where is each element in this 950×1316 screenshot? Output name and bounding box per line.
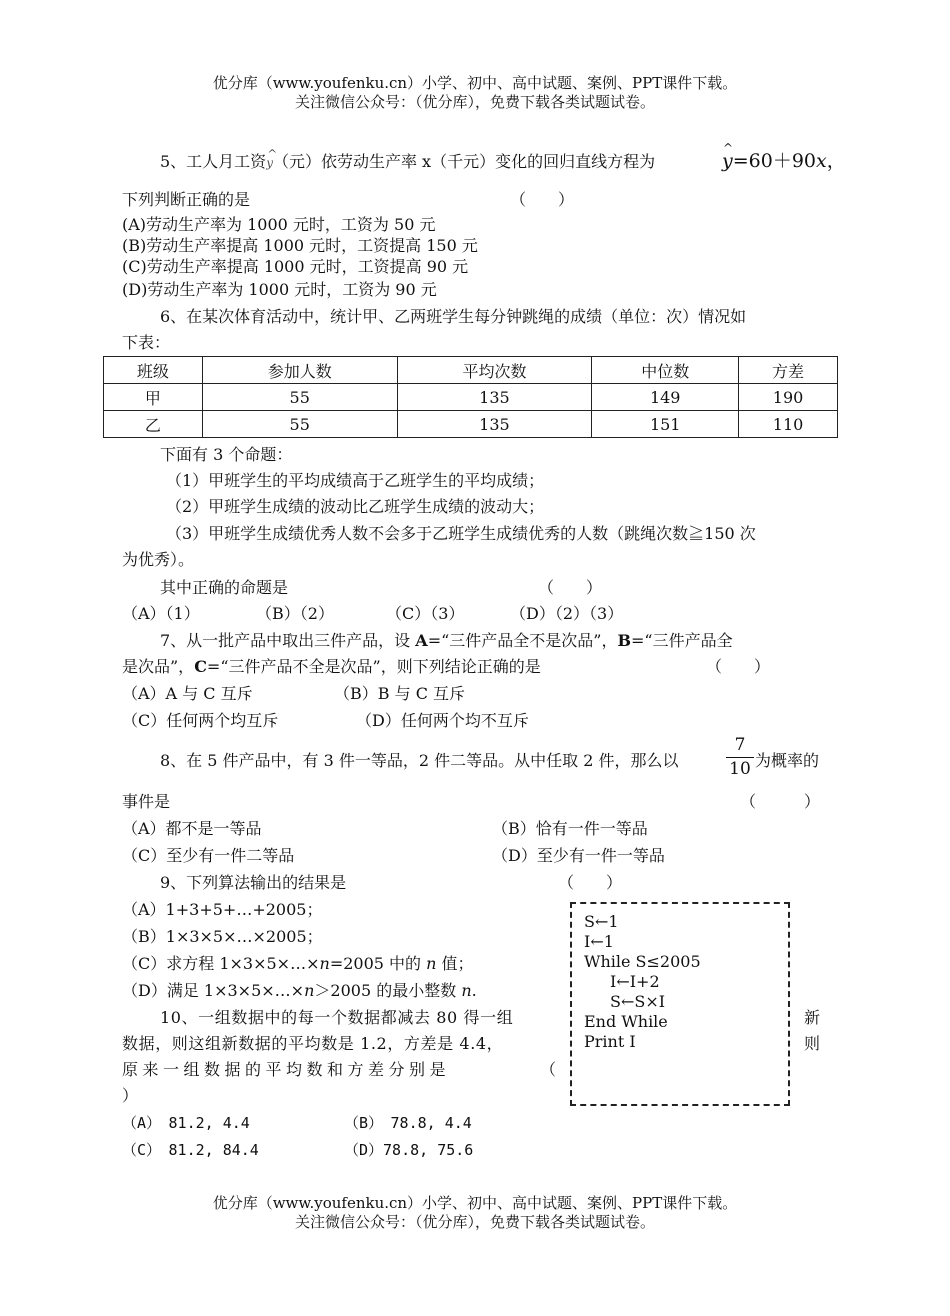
q9-option-d-text: （D）满足 1×3×5×…× bbox=[122, 981, 305, 1000]
q6-stem-line1: 6、在某次体育活动中，统计甲、乙两班学生每分钟跳绳的成绩（单位：次）情况如 bbox=[160, 307, 747, 326]
var-n: n bbox=[304, 981, 315, 1000]
table-cell: 甲 bbox=[104, 384, 203, 411]
q8-option-d: （D）至少有一件一等品 bbox=[492, 846, 665, 865]
q9-option-b: （B）1×3×5×…×2005； bbox=[122, 927, 323, 946]
algorithm-line: End While bbox=[584, 1012, 668, 1031]
q10-option-b: （B） 78.8, 4.4 bbox=[344, 1114, 472, 1132]
q10-paren-close: ） bbox=[122, 1086, 139, 1105]
q5-stem-line2: 下列判断正确的是 bbox=[122, 190, 251, 209]
table-header-cell: 方差 bbox=[739, 357, 838, 384]
q9-option-c-text: 值； bbox=[436, 954, 474, 973]
q7-text: 7、从一批产品中取出三件产品，设 bbox=[160, 631, 416, 650]
table-cell: 55 bbox=[202, 411, 397, 438]
q8-option-c: （C）至少有一件二等品 bbox=[122, 846, 295, 865]
table-cell: 190 bbox=[739, 384, 838, 411]
var-n: n bbox=[426, 954, 437, 973]
var-n: n bbox=[461, 981, 472, 1000]
table-header-row bbox=[104, 357, 838, 384]
q10-option-c: （C） 81.2, 84.4 bbox=[122, 1141, 259, 1159]
q9-answer-paren: （ ） bbox=[558, 873, 623, 892]
table-cell: 55 bbox=[202, 384, 397, 411]
equation-rhs: =60＋90 bbox=[732, 150, 817, 172]
event-c: C bbox=[194, 657, 207, 676]
table-cell: 151 bbox=[592, 411, 739, 438]
q6-option-a: （A）（1） bbox=[122, 604, 200, 623]
q6-ask: 其中正确的命题是 bbox=[160, 578, 289, 597]
q8-stem-line1: 8、在 5 件产品中，有 3 件一等品，2 件二等品。从中任取 2 件，那么以 bbox=[160, 751, 679, 770]
q7-option-c: （C）任何两个均互斥 bbox=[122, 711, 279, 730]
algorithm-line: I←I+2 bbox=[610, 972, 660, 991]
q6-answer-paren: （ ） bbox=[538, 578, 603, 597]
q10-stem-line1-tail: 新 bbox=[804, 1008, 821, 1027]
q8-stem-tail: 为概率的 bbox=[755, 751, 820, 770]
q9-option-a: （A）1+3+5+…+2005； bbox=[122, 900, 323, 919]
q9-option-d-text: ＞2005 的最小整数 bbox=[314, 981, 462, 1000]
fraction-numerator: 7 bbox=[734, 735, 746, 755]
algorithm-line: S←S×I bbox=[610, 992, 666, 1011]
q6-intro: 下面有 3 个命题： bbox=[160, 445, 293, 464]
q7-answer-paren: （ ） bbox=[706, 657, 771, 676]
table-header-cell: 参加人数 bbox=[202, 357, 397, 384]
page-footer-line1: 优分库（www.youfenku.cn）小学、初中、高中试题、案例、PPT课件下载。 bbox=[212, 1194, 738, 1212]
q9-option-c-text: （C）求方程 1×3×5×…× bbox=[122, 954, 320, 973]
q7-text: =“三件产品全不是次品”， bbox=[427, 631, 618, 650]
table-cell: 110 bbox=[739, 411, 838, 438]
q7-text: =“三件产品不全是次品”，则下列结论正确的是 bbox=[206, 657, 541, 676]
fraction-bar bbox=[726, 757, 754, 758]
q5-stem-text-2: （元）依劳动生产率 x（千元）变化的回归直线方程为 bbox=[272, 152, 656, 171]
y-symbol: ^ y bbox=[266, 156, 273, 170]
q7-option-a: （A）A 与 C 互斥 bbox=[122, 684, 253, 703]
q10-stem-line3: 原来一组数据的平均数和方差分别是 bbox=[122, 1060, 451, 1079]
q6-prop-3-cont: 为优秀）。 bbox=[122, 550, 195, 569]
q10-stem-line1: 10、一组数据中的每一个数据都减去 80 得一组 bbox=[160, 1008, 514, 1027]
algorithm-line: While S≤2005 bbox=[584, 952, 701, 971]
q9-option-d-text: . bbox=[471, 981, 477, 1000]
page-header-line2: 关注微信公众号：（优分库），免费下载各类试题试卷。 bbox=[294, 93, 655, 111]
q5-option-d: (D)劳动生产率为 1000 元时，工资为 90 元 bbox=[122, 280, 437, 299]
event-a: A bbox=[415, 631, 428, 650]
q7-option-d: （D）任何两个均不互斥 bbox=[356, 711, 529, 730]
table-header-cell: 班级 bbox=[104, 357, 203, 384]
table-header-cell: 平均次数 bbox=[397, 357, 592, 384]
q9-stem: 9、下列算法输出的结果是 bbox=[160, 873, 347, 892]
regression-equation bbox=[722, 150, 846, 173]
algorithm-line: I←1 bbox=[584, 932, 614, 951]
fraction-denominator: 10 bbox=[729, 759, 751, 779]
q10-stem-line2-tail: 则 bbox=[804, 1034, 821, 1053]
algorithm-line: S←1 bbox=[584, 912, 619, 931]
table-header-cell: 中位数 bbox=[592, 357, 739, 384]
table-cell: 乙 bbox=[104, 411, 203, 438]
score-table bbox=[103, 356, 838, 438]
y-hat-symbol: ^ y bbox=[722, 150, 733, 173]
q6-stem-line2: 下表： bbox=[122, 333, 171, 352]
q6-option-b: （B）（2） bbox=[256, 604, 334, 623]
q5-stem-text: 5、工人月工资 bbox=[160, 152, 267, 171]
q9-option-c-text: =2005 中的 bbox=[329, 954, 427, 973]
table-cell: 135 bbox=[397, 384, 592, 411]
var-n: n bbox=[319, 954, 330, 973]
q5-option-a: (A)劳动生产率为 1000 元时，工资为 50 元 bbox=[122, 215, 436, 234]
q5-option-c: (C)劳动生产率提高 1000 元时，工资提高 90 元 bbox=[122, 257, 469, 276]
table-row bbox=[104, 384, 838, 411]
q7-stem-line1 bbox=[160, 631, 733, 650]
q10-option-a: （A） 81.2, 4.4 bbox=[122, 1114, 250, 1132]
q8-option-b: （B）恰有一件一等品 bbox=[492, 819, 648, 838]
q9-option-d bbox=[122, 981, 477, 1000]
q10-option-d: （D）78.8, 75.6 bbox=[344, 1141, 474, 1159]
q6-prop-2: （2）甲班学生成绩的波动比乙班学生成绩的波动大； bbox=[166, 497, 545, 516]
page-footer-line2: 关注微信公众号：（优分库），免费下载各类试题试卷。 bbox=[294, 1213, 655, 1231]
fraction-7-10 bbox=[726, 737, 754, 778]
q6-option-d: （D）（2）（3） bbox=[510, 604, 624, 623]
q8-stem-line2: 事件是 bbox=[122, 792, 171, 811]
q7-option-b: （B）B 与 C 互斥 bbox=[334, 684, 466, 703]
algorithm-box bbox=[570, 902, 790, 1106]
q5-stem-line1 bbox=[160, 152, 655, 171]
table-row bbox=[104, 411, 838, 438]
q10-stem-line2: 数据，则这组新数据的平均数是 1.2，方差是 4.4， bbox=[122, 1034, 504, 1053]
q5-answer-paren: （ ） bbox=[510, 190, 575, 209]
q6-prop-1: （1）甲班学生的平均成绩高于乙班学生的平均成绩； bbox=[166, 471, 545, 490]
equation-tail: ， bbox=[826, 150, 846, 172]
page-header-line1: 优分库（www.youfenku.cn）小学、初中、高中试题、案例、PPT课件下载。 bbox=[212, 74, 738, 92]
q8-option-a: （A）都不是一等品 bbox=[122, 819, 262, 838]
equation-var: x bbox=[816, 150, 827, 172]
q9-option-c bbox=[122, 954, 474, 973]
q6-option-c: （C）（3） bbox=[386, 604, 465, 623]
q7-text: =“三件产品全 bbox=[631, 631, 733, 650]
q8-answer-paren: （ ） bbox=[740, 792, 821, 811]
table-cell: 135 bbox=[397, 411, 592, 438]
event-b: B bbox=[617, 631, 632, 650]
q10-paren-open: （ bbox=[540, 1060, 557, 1079]
algorithm-line: Print I bbox=[584, 1032, 636, 1051]
q5-option-b: (B)劳动生产率提高 1000 元时，工资提高 150 元 bbox=[122, 236, 478, 255]
q7-stem-line2 bbox=[122, 657, 541, 676]
q7-text: 是次品”， bbox=[122, 657, 195, 676]
q6-prop-3: （3）甲班学生成绩优秀人数不会多于乙班学生成绩优秀的人数（跳绳次数≧150 次 bbox=[166, 524, 756, 543]
table-cell: 149 bbox=[592, 384, 739, 411]
